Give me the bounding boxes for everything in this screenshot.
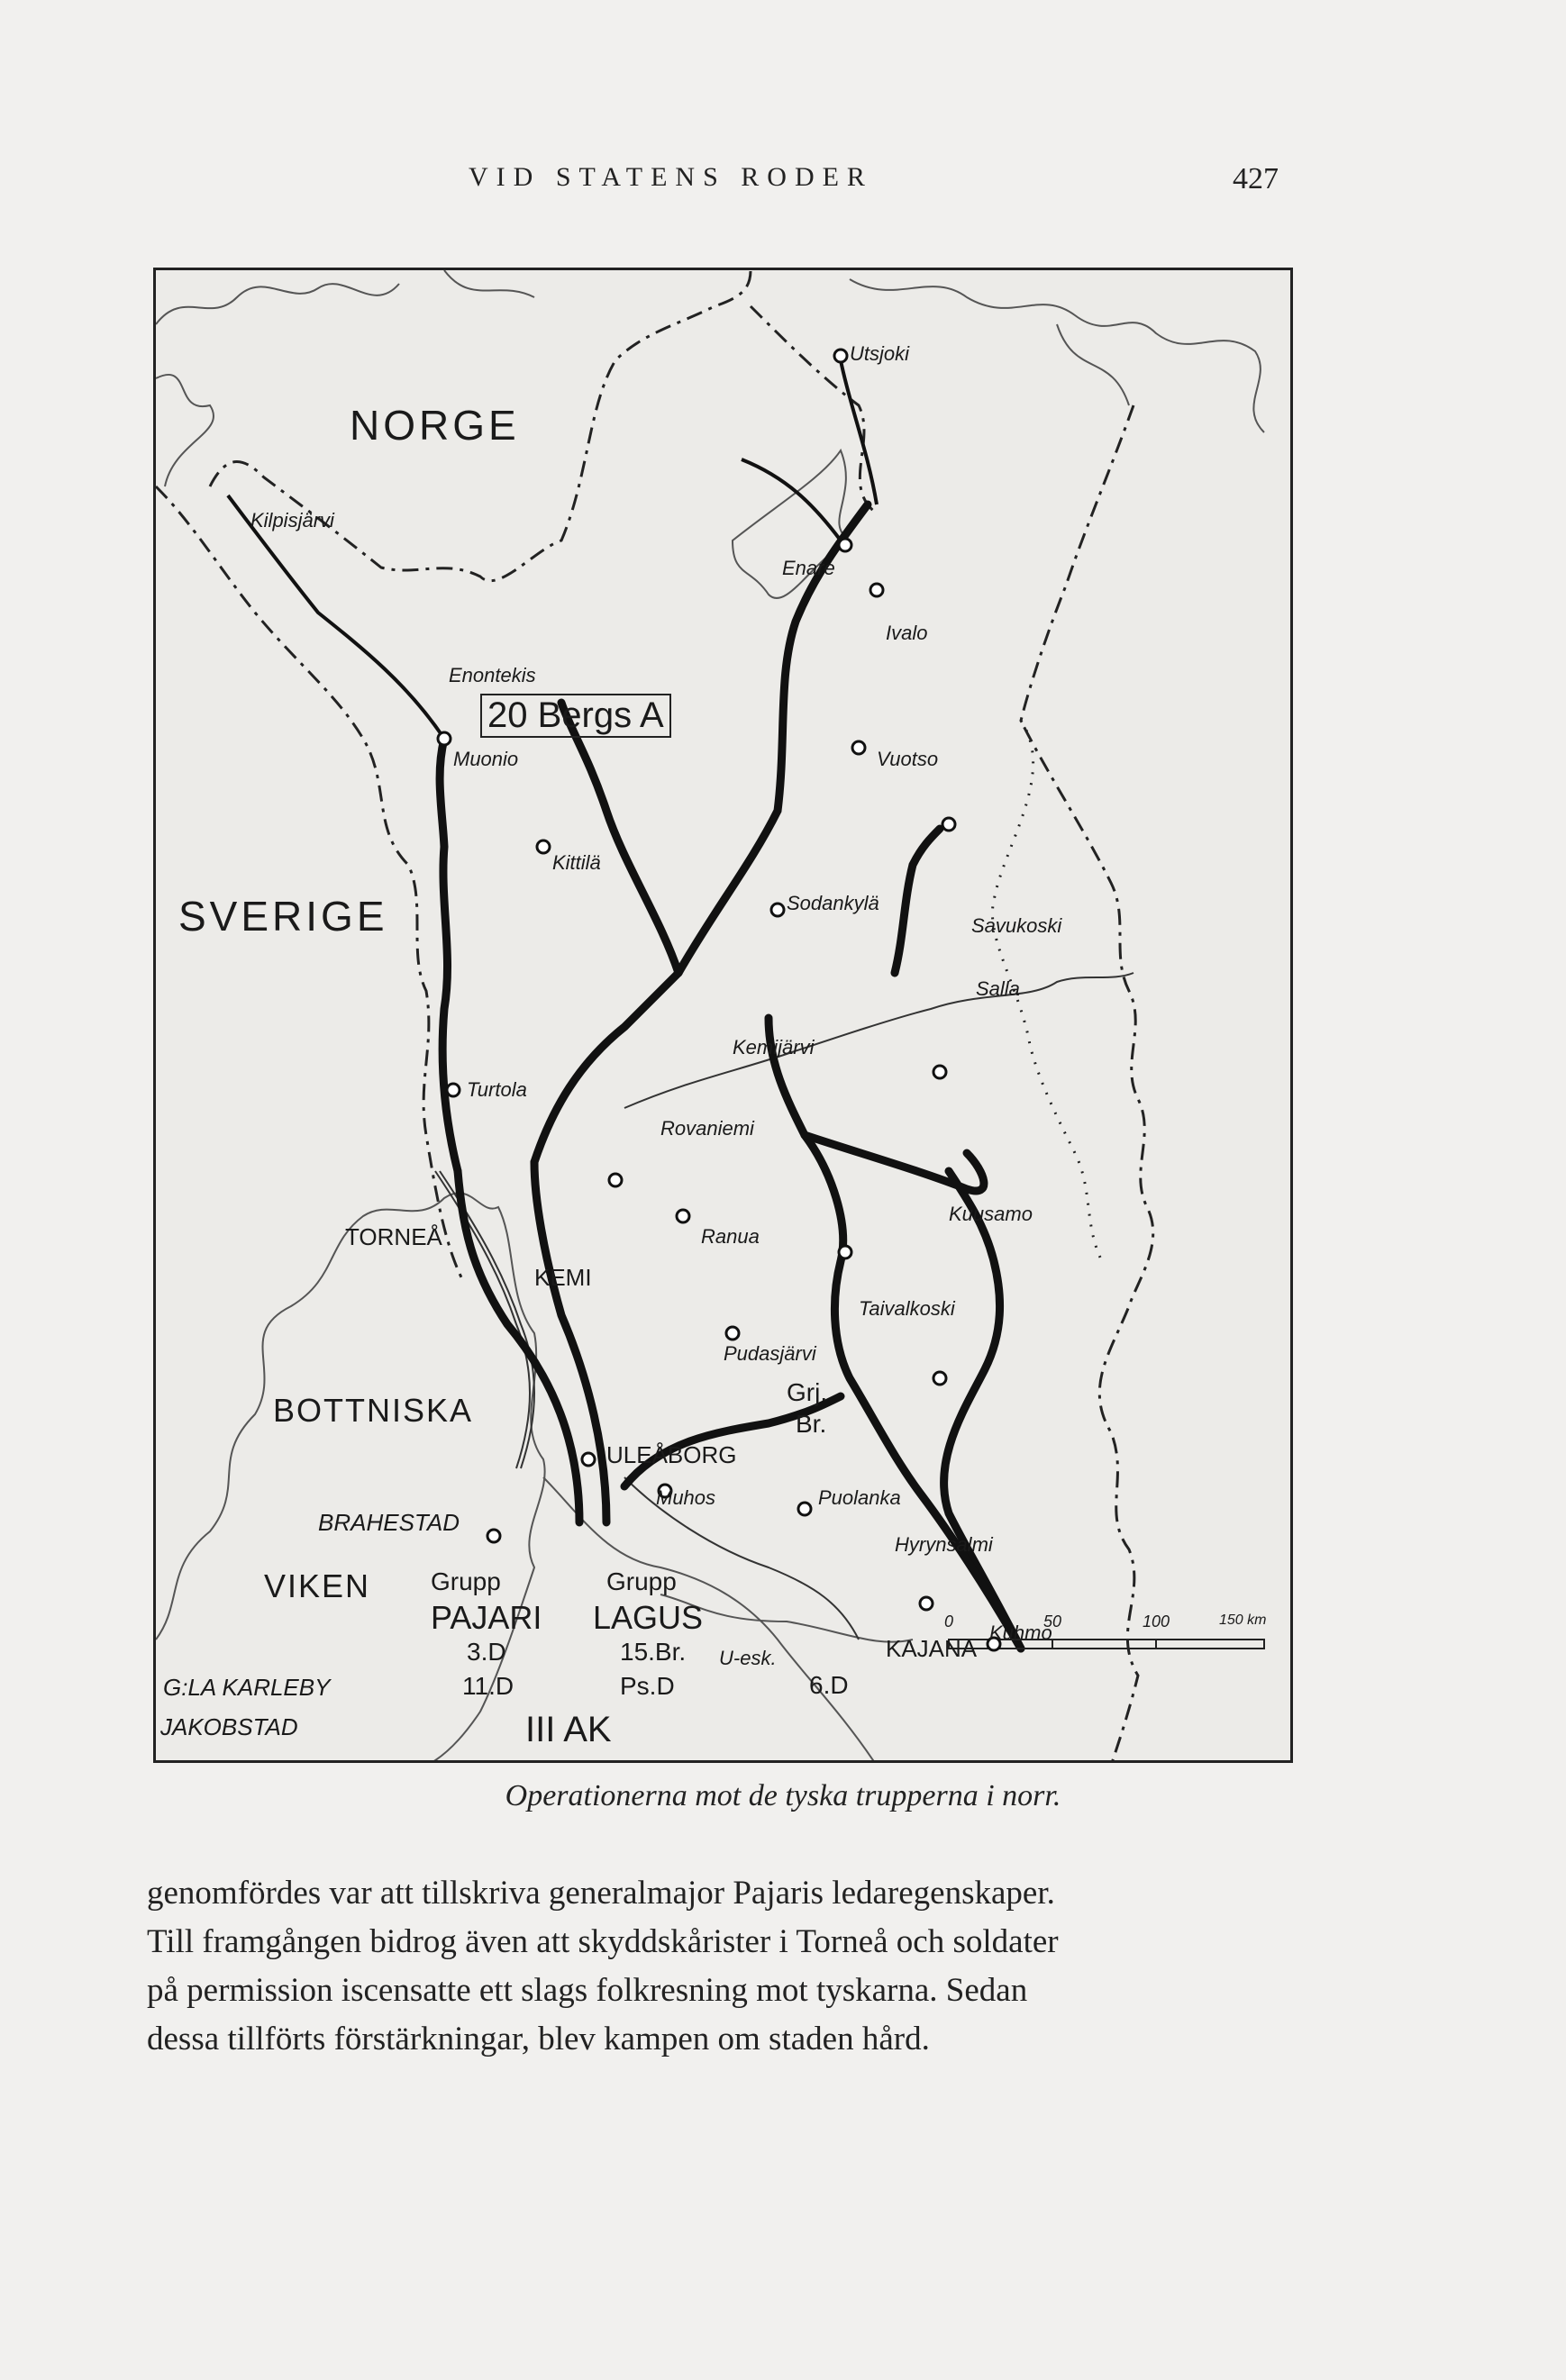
place-utsjoki: Utsjoki <box>850 342 910 365</box>
place-vuotso: Vuotso <box>877 748 939 770</box>
lagus-grupp: Grupp <box>606 1567 677 1595</box>
label-viken: VIKEN <box>264 1567 371 1604</box>
body-line: genomfördes var att tillskriva generalmajor Pajaris ledaregenskaper. <box>147 1875 1055 1912</box>
pajari-11d: 11.D <box>462 1672 514 1700</box>
arrow-kemi-rovaniemi <box>534 973 678 1162</box>
place-kemijarvi: Kemijärvi <box>733 1036 815 1058</box>
place-hyrynsalmi: Hyrynsalmi <box>895 1533 993 1556</box>
scale-100: 100 <box>1143 1612 1170 1631</box>
arrow-enare-west <box>742 459 841 540</box>
railway-rovaniemi-salla <box>624 973 1134 1108</box>
pajari-grupp: Grupp <box>431 1567 501 1595</box>
label-norge: NORGE <box>350 402 520 449</box>
place-ivalo: Ivalo <box>886 622 928 644</box>
unit-6d: 6.D <box>809 1671 849 1699</box>
lagus-psd: Ps.D <box>620 1672 675 1700</box>
running-title: VID STATENS RODER <box>469 162 873 192</box>
place-ranua: Ranua <box>701 1225 760 1248</box>
border-sweden <box>156 486 462 1279</box>
unit-iii-ak: III AK <box>525 1710 612 1749</box>
arrow-kemijarvi-savukoski <box>895 829 940 973</box>
place-kajana: KAJANA <box>886 1635 978 1662</box>
place-taivalkoski: Taivalkoski <box>859 1297 955 1320</box>
page-number: 427 <box>1233 162 1279 195</box>
place-sodankyla: Sodankylä <box>787 892 879 914</box>
place-uleaborg: ULEÅBORG <box>606 1441 737 1468</box>
place-puolanka: Puolanka <box>818 1486 901 1509</box>
place-kittila: Kittilä <box>552 851 601 874</box>
scale-0: 0 <box>944 1612 954 1631</box>
pajari-3d: 3.D <box>467 1638 506 1666</box>
border-norway-utsjoki <box>751 306 877 513</box>
label-bottniska: BOTTNISKA <box>273 1392 474 1429</box>
place-kuhmo: Kuhmo <box>989 1621 1052 1644</box>
body-line: dessa tillförts förstärkningar, blev kampen om staden hård. <box>147 2021 930 2058</box>
lagus-name: LAGUS <box>593 1599 704 1636</box>
place-jakobstad: JAKOBSTAD <box>160 1713 298 1740</box>
place-pudasjarvi: Pudasjärvi <box>724 1342 816 1365</box>
border-soviet <box>1021 405 1153 1763</box>
lagus-15br: 15.Br. <box>620 1638 687 1666</box>
place-kemi: KEMI <box>534 1264 592 1291</box>
place-savukoski: Savukoski <box>971 914 1062 937</box>
pajari-name: PAJARI <box>431 1599 542 1636</box>
arrow-rovaniemi-kittila <box>561 703 678 973</box>
map-figure <box>153 268 1293 1763</box>
unit-u-esk: U-esk. <box>719 1647 777 1669</box>
place-enontekis: Enontekis <box>449 664 536 686</box>
body-text <box>147 1869 1300 2064</box>
figure-caption: Operationerna mot de tyska trupperna i norr. <box>505 1779 1061 1812</box>
place-gla-karleby: G:LA KARLEBY <box>163 1674 331 1701</box>
place-muhos: Muhos <box>656 1486 716 1509</box>
place-turtola: Turtola <box>467 1078 527 1101</box>
arrow-tornea-muonio <box>440 739 458 1171</box>
place-muonio: Muonio <box>453 748 519 770</box>
body-line: Till framgången bidrog även att skyddskårister i Torneå och soldater <box>147 1923 1059 1960</box>
coast-norway-east <box>850 279 1264 432</box>
coast-norway-west <box>156 270 534 486</box>
body-line: på permission iscensatte ett slags folkresning mot tyskarna. Sedan <box>147 1972 1028 2009</box>
place-kilpisjarvi: Kilpisjärvi <box>250 509 334 531</box>
arrow-pajari-1 <box>458 1171 579 1522</box>
place-enare: Enare <box>782 557 835 579</box>
place-kuusamo: Kuusamo <box>949 1203 1033 1225</box>
place-salla: Salla <box>976 977 1020 1000</box>
unit-bergs-a: 20 Bergs A <box>480 694 671 738</box>
unit-grj: Grj. <box>787 1378 828 1406</box>
scale-150: 150 km <box>1219 1612 1267 1628</box>
scale-50: 50 <box>1043 1612 1062 1631</box>
place-brahestad: BRAHESTAD <box>318 1509 460 1536</box>
unit-br: Br. <box>796 1410 827 1438</box>
place-tornea: TORNEÅ <box>345 1223 442 1250</box>
label-sverige: SVERIGE <box>178 893 388 940</box>
place-rovaniemi: Rovaniemi <box>660 1117 754 1140</box>
map-lines <box>156 270 1293 1763</box>
